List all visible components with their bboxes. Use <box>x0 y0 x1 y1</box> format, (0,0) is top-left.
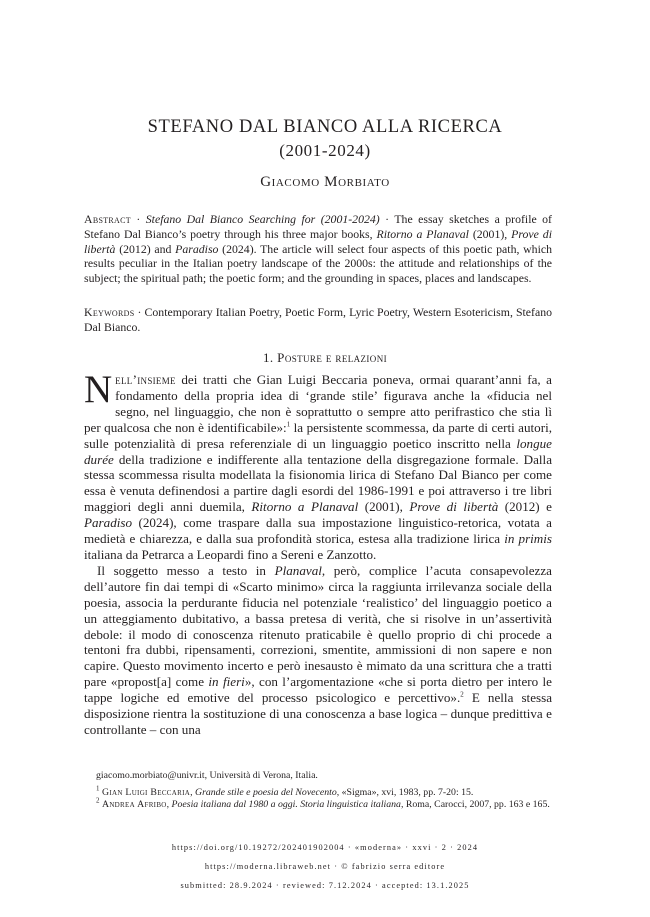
keywords-list: Contemporary Italian Poetry, Poetic Form, Lyric Poetry, Western Esotericism, Stefano Dal Bianco. <box>84 305 552 334</box>
footnotes <box>84 770 552 812</box>
abstract-english-title: Stefano Dal Bianco Searching for (2001-2024) <box>145 212 380 226</box>
footnote-ref[interactable]: 2 <box>460 690 464 699</box>
section-heading: 1. Posture e relazioni <box>262 350 388 365</box>
footnote: $^2$ Andrea Afribo, Poesia italiana dal 1980 a oggi. Storia linguistica italiana, Roma, Carocci, 2007, pp. 163 e 165. <box>96 796 550 811</box>
author-affiliation <box>84 770 552 783</box>
paragraph: Il soggetto messo a testo in Planaval, però, complice l’acuta consapevolezza dell’autore fin dai tempi di «Scarto minimo» circa la raggiunta irrilevanza sociale della poesia, associa la perdurante fiducia nel potenziale ‘realistico’ del linguaggio poetico a un atteggiamento dubitativo, a bassa pretesa di verità, che si risolve in un’assertività debole: il modo di conoscenza ritenuto praticabile è quello proprio di chi procede a tentoni fra dubbi, ripensamenti, correzioni, smentite, ammissioni di non sapere e non capire. Questo movimento incerto e però inesausto è mimato da una scrittura che a tratti pare «propost[a] come in fieri», con l’argomentazione «che si porta dietro per intero le tappe logiche ed emotive del processo psicologico e percettivo».$^2$ E nella stessa disposizione rientra la sostituzione di una conoscenza a base logica – dunque predittiva e controllante – con una <box>84 562 553 737</box>
keywords-label: Keywords <box>84 305 135 319</box>
abstract-label: Abstract <box>84 212 131 226</box>
drop-cap: N <box>84 368 113 411</box>
book-title: Planaval <box>274 562 322 578</box>
book-title: Paradiso <box>175 241 219 256</box>
footnote-ref[interactable]: 1 <box>286 420 291 429</box>
author-name: Giacomo Morbiato <box>260 174 390 190</box>
book-title: Ritorno a Planaval <box>251 499 359 515</box>
book-title: Paradiso <box>84 515 133 531</box>
book-title: Prove di libertà <box>409 499 499 515</box>
lead-in: ell’insieme <box>115 372 176 387</box>
publisher-line[interactable]: https://moderna.libraweb.net · © fabrizio serra editore <box>204 862 446 871</box>
submission-dates: submitted: 28.9.2024 · reviewed: 7.12.2024 · accepted: 13.1.2025 <box>180 881 470 890</box>
book-title: Ritorno a Planaval <box>376 226 469 241</box>
article-title: STEFANO DAL BIANCO ALLA RICERCA <box>147 117 503 137</box>
author-email[interactable]: giacomo.morbiato@univr.it, Università di Verona, Italia. <box>96 770 318 781</box>
abstract: Abstract · Stefano Dal Bianco Searching for (2001-2024) · The essay sketches a profile of Stefano Dal Bianco’s poetry through his three major books, Ritorno a Planaval (2001), Prove di libertà (2012) and Paradiso (2024). The article will select four aspects of this poetic path, which results peculiar in the Italian poetry landscape of the 2000s: the attitude and relationships of the subject; the spiritual path; the poetic form; and the grounding in spaces, places and landscapes. <box>84 212 552 286</box>
footnote: $^1$ Gian Luigi Beccaria, Grande stile e poesia del Novecento, «Sigma», xvi, 1983, pp. 7-20: 15. <box>96 784 474 798</box>
keywords: Keywords · Contemporary Italian Poetry, Poetic Form, Lyric Poetry, Western Esotericism, Stefano Dal Bianco. <box>84 305 552 334</box>
doi-line[interactable]: https://doi.org/10.19272/202401902004 · «moderna» · xxvi · 2 · 2024 <box>171 843 479 852</box>
body-text <box>84 368 553 738</box>
article-title-years: (2001-2024) <box>279 141 371 160</box>
book-title: Prove di libertà <box>84 226 552 256</box>
paragraph: Nell’insieme dei tratti che Gian Luigi Beccaria poneva, ormai quarant’anni fa, a fondamento della propria idea di ‘grande stile’ figurava anche la «fiducia nel segno, nel linguaggio, che non è soprattutto o sempre atto perifrastico che stia lì per qualcosa che non è identificabile»:$^1$ la persistente scommessa, da parte di certi autori, sulle potenzialità di presa referenziale di un linguaggio poetico inscritto nella longue durée della tradizione e indifferente alla tentazione della disgregazione formale. Dalla stessa scommessa risulta modellata la fisionomia lirica di Stefano Dal Bianco per come essa è venuta definendosi a partire dagli esordi del 1986-1991 e poi attraverso i tre libri maggiori degli anni duemila, Ritorno a Planaval (2001), Prove di libertà (2012) e Paradiso (2024), come traspare dalla sua impostazione linguistico-retorica, votata a medietà e chiarezza, e dalla sua profondità storica, estesa alla tradizione lirica in primis italiana da Petrarca a Leopardi fino a Sereni e Zanzotto. <box>84 368 553 562</box>
